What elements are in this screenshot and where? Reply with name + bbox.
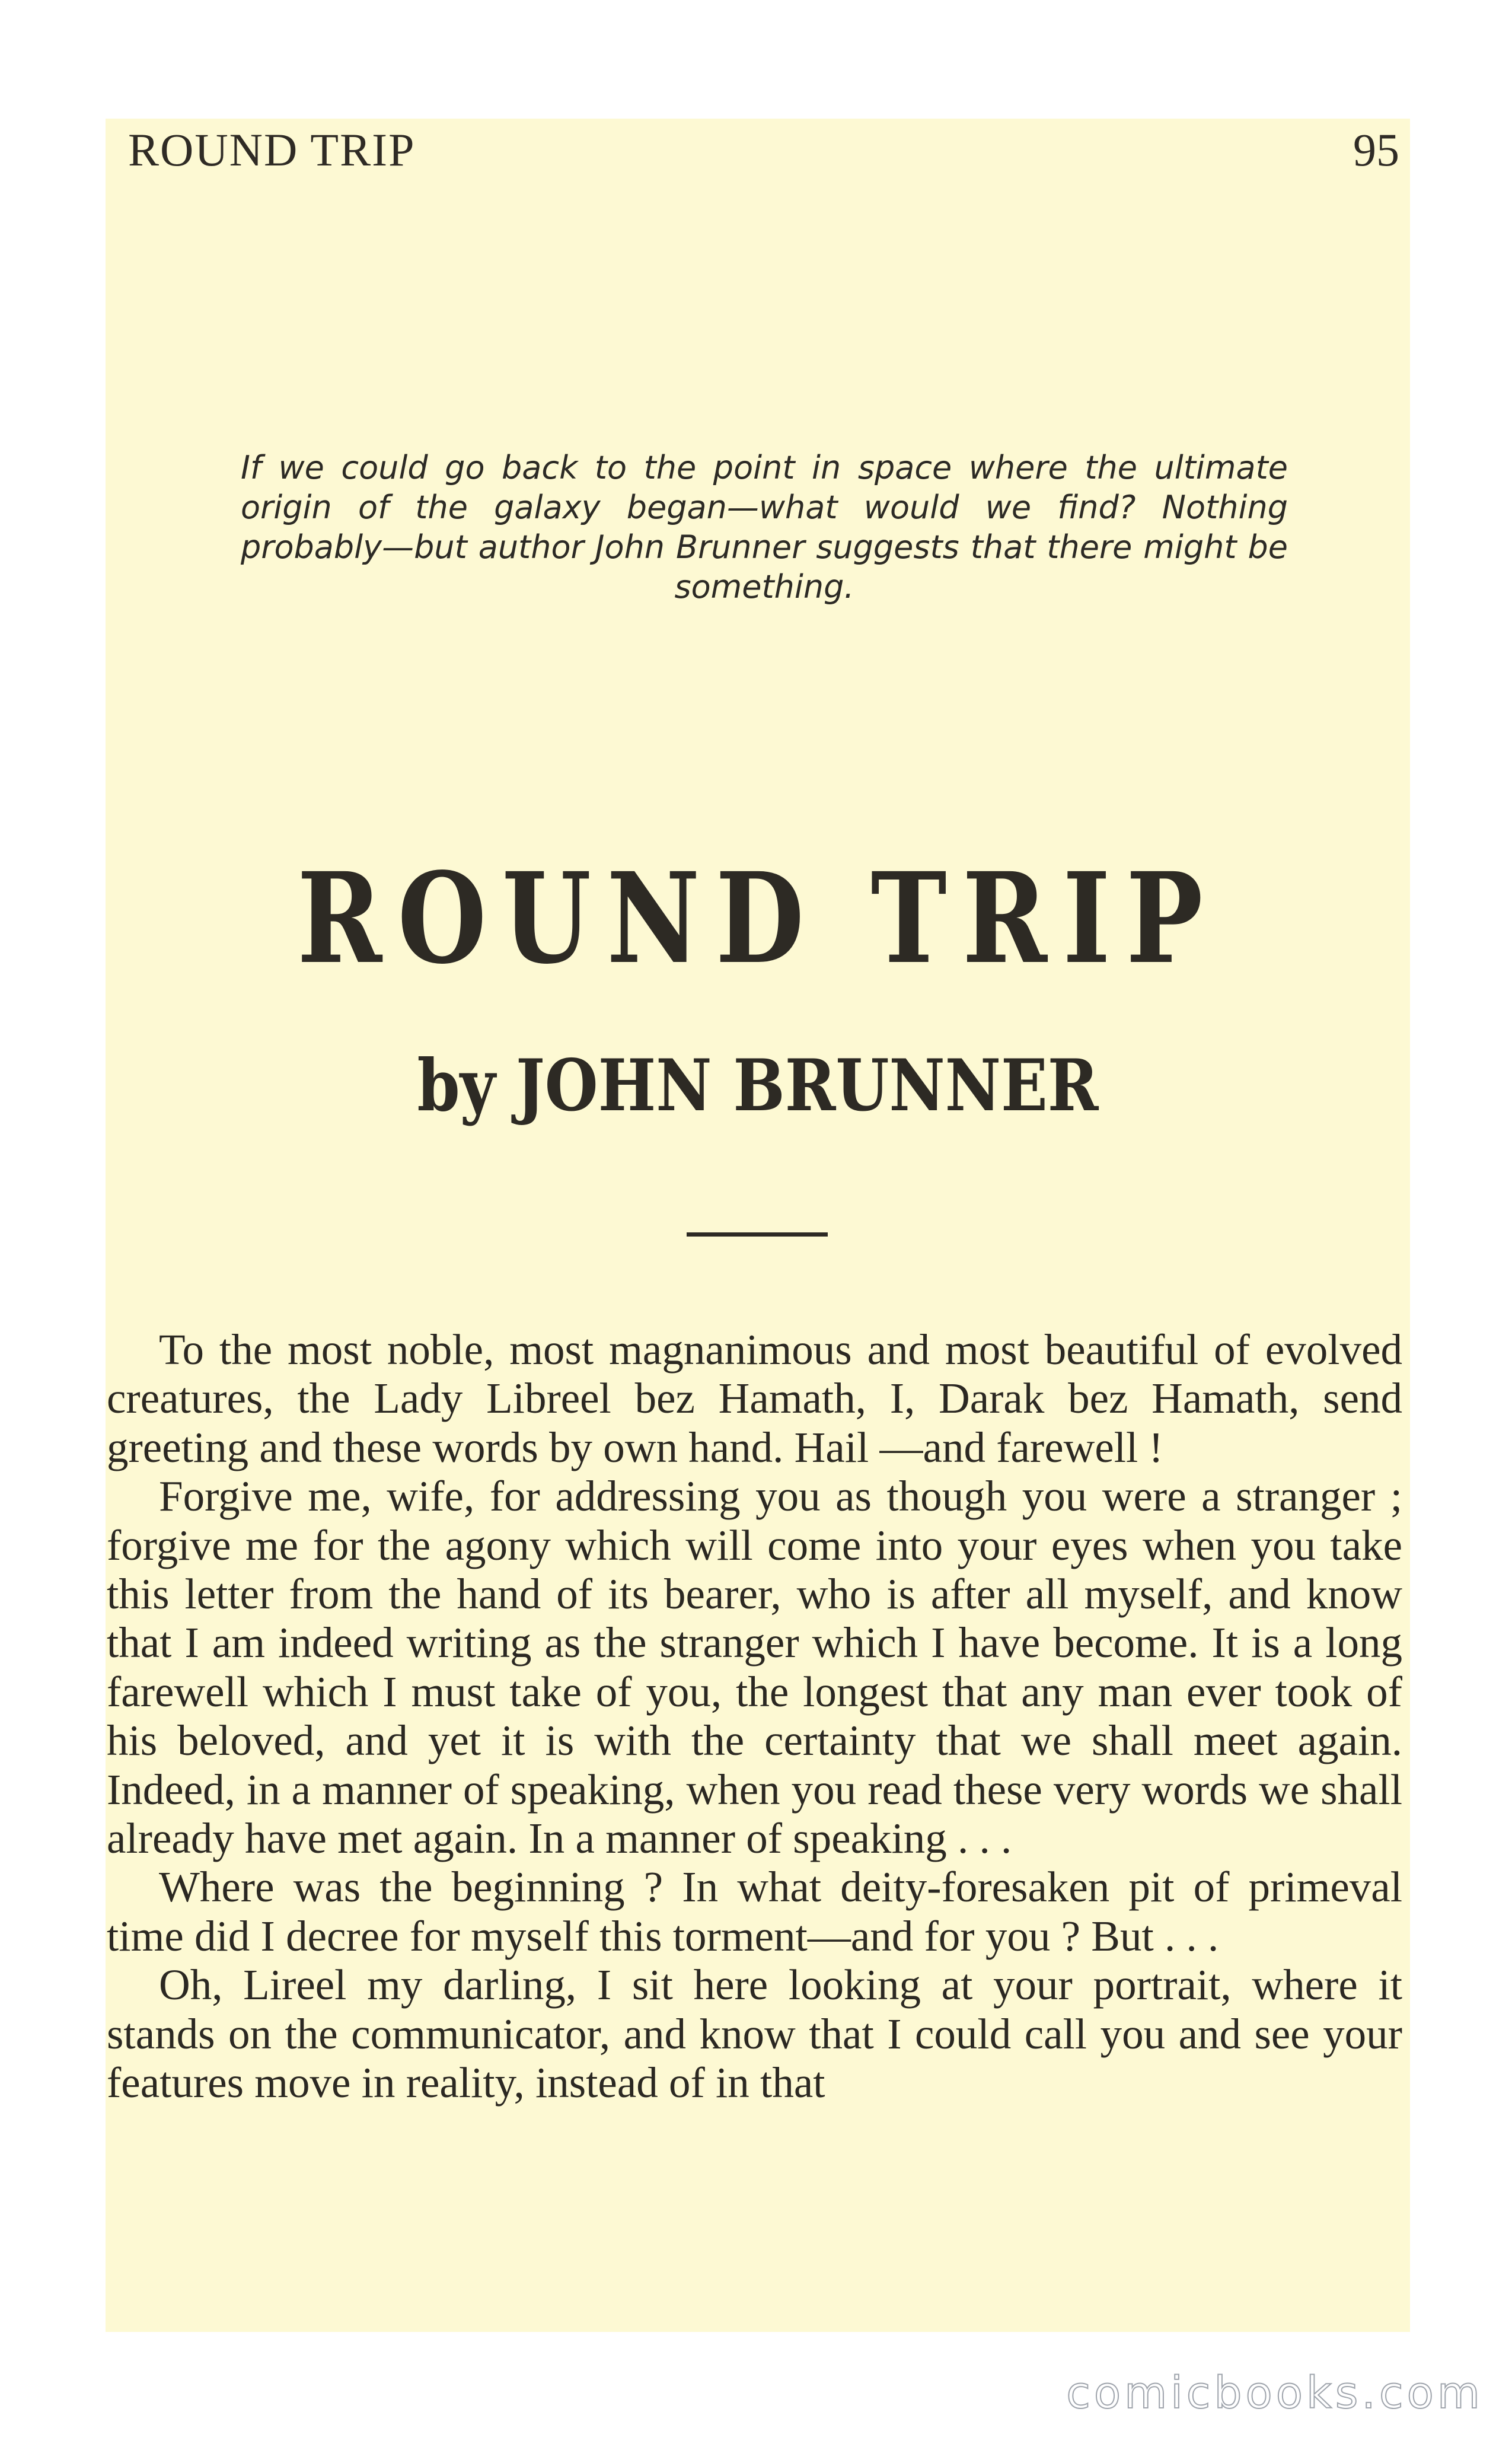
story-body: [107, 1326, 1402, 2108]
title-divider-rule: [687, 1232, 828, 1237]
intro-blurb: If we could go back to the point in space where the ultimate origin of the galaxy began—what would we find? Nothing probably—but author John Brunner suggests that there might be something.: [241, 449, 1288, 606]
body-paragraph: Where was the beginning ? In what deity-foresaken pit of primeval time did I decree for myself this torment—and for you ? But . . .: [107, 1863, 1402, 1960]
page-number: 95: [1353, 124, 1399, 176]
story-title: ROUND TRIP: [297, 845, 1218, 992]
byline: [197, 1044, 1319, 1127]
site-watermark: comicbooks.com: [1066, 2368, 1484, 2419]
byline-author: JOHN BRUNNER: [515, 1044, 1099, 1127]
book-page: [106, 119, 1410, 2332]
body-paragraph: To the most noble, most magnanimous and most beautiful of evolved creatures, the Lady Libreel bez Hamath, I, Darak bez Hamath, send greeting and these words by own hand. Hail —and farewell !: [107, 1326, 1402, 1471]
running-head-title: ROUND TRIP: [128, 124, 416, 176]
body-paragraph: Oh, Lireel my darling, I sit here looking at your portrait, where it stands on the communicator, and know that I could call you and see your features move in reality, instead of in that: [107, 1961, 1402, 2107]
byline-by: by: [417, 1044, 496, 1127]
body-paragraph: Forgive me, wife, for addressing you as though you were a stranger ; forgive me for the agony which will come into your eyes when you take this letter from the hand of its bearer, who is after all myself, and know that I am indeed writing as the stranger which I have become. It is a long farewell which I must take of you, the longest that any man ever took of his beloved, and yet it is with the certainty that we shall meet again. Indeed, in a manner of speaking, when you read these very words we shall already have met again. In a manner of speaking . . .: [107, 1472, 1402, 1863]
